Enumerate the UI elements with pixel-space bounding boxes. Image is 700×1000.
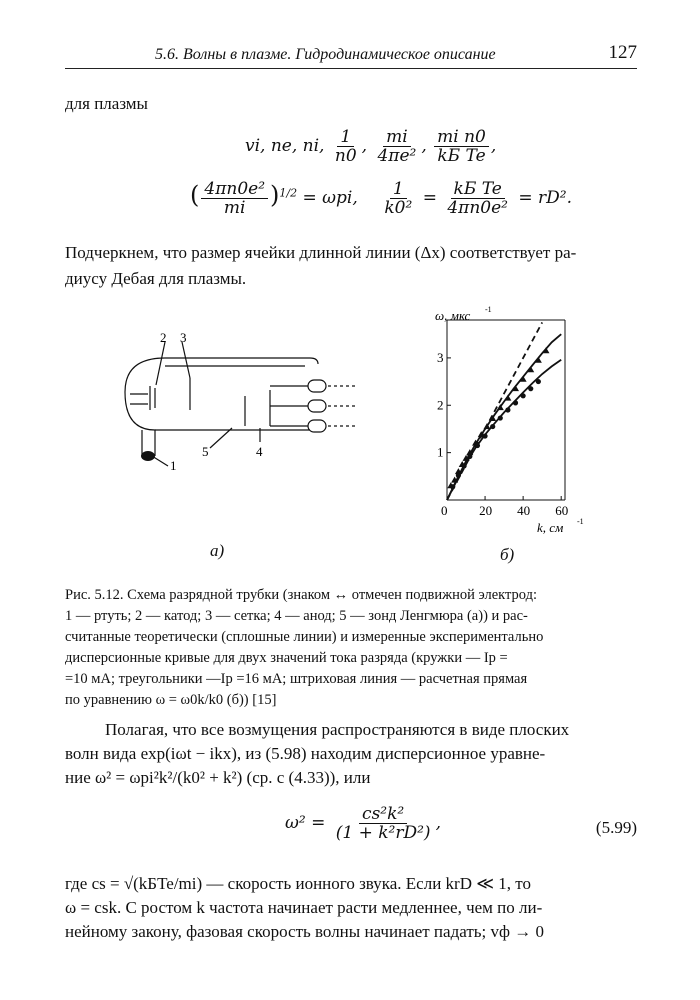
x-tick-label: 40 <box>517 503 531 518</box>
caption-line: Рис. 5.12. Схема разрядной трубки (знаком ↔ отмечен подвижной электрод: <box>65 587 538 603</box>
running-title: 5.6. Волны в плазме. Гидродинамическое описание <box>155 46 496 63</box>
eq1-vars: vi, ne, ni, <box>245 136 325 156</box>
eq1-f3-den: kБ Te <box>437 146 486 166</box>
page-header <box>65 42 637 69</box>
eq2-f-den: k0² <box>384 198 413 218</box>
solid-theory-curve <box>447 360 561 500</box>
para2-line2: волн вида exp(iωt − ikx), из (5.98) находим дисперсионное уравне- <box>65 744 546 763</box>
mercury-drop <box>141 451 155 461</box>
discharge-tube-diagram <box>110 330 390 480</box>
label-3: 3 <box>180 330 187 345</box>
label-1: 1 <box>170 458 177 473</box>
circle-point <box>513 400 518 405</box>
eq599-comma: , <box>435 813 441 833</box>
label-2: 2 <box>160 330 167 345</box>
circle-point <box>467 454 472 459</box>
para2-line3: ние ω² = ωpi²k²/(k0² + k²) (ср. с (4.33)), или <box>65 768 371 787</box>
caption-line: дисперсионные кривые для двух значений тока разряда (кружки — Iр = <box>65 650 508 666</box>
circle-point <box>521 393 526 398</box>
figure-b-label: б) <box>500 545 515 564</box>
leader-2 <box>156 342 165 385</box>
para1-line2: диусу Дебая для плазмы. <box>65 269 247 288</box>
eq1-f3-num: mi n0 <box>434 128 489 147</box>
leader-3 <box>182 342 190 378</box>
eq1-f2-den: 4πe² <box>377 146 417 166</box>
x-tick-label: 0 <box>441 503 448 518</box>
electrode-wires <box>270 386 308 426</box>
intro-text: для плазмы <box>65 94 148 113</box>
eq599-frac <box>333 805 434 842</box>
y-axis-exp: -1 <box>485 305 492 314</box>
tube-outer-top <box>125 358 318 392</box>
y-tick-label: 2 <box>437 397 444 413</box>
circle-point <box>490 424 495 429</box>
chart-ticks <box>437 350 568 518</box>
dispersion-chart <box>425 300 600 550</box>
anode-probe <box>245 390 270 426</box>
eq2-frac-g <box>444 180 511 217</box>
equation-5-99 <box>285 805 441 842</box>
paragraph-2 <box>65 718 637 790</box>
triangle-point <box>542 347 549 353</box>
para2-line1: Полагая, что все возмущения распространяются в виде плоских <box>105 720 570 739</box>
caption-line: считанные теоретически (сплошные линии) и измеренные экспериментально <box>65 629 544 645</box>
para3-line1: где cs = √(kБTe/mi) — скорость ионного звука. Если krD ≪ 1, то <box>65 874 531 893</box>
triangle-point <box>497 404 504 410</box>
eq1-f2-num: mi <box>383 128 411 147</box>
eq599-lhs: ω² = <box>285 813 326 833</box>
eq2-g-den: 4πn0e² <box>447 198 508 218</box>
equation-row-1: vi, ne, ni, $\frac{1}{n0}$ , $\frac{mi}{\text{4πe²}}$ , $\frac{\text{mi n0}}{\text{kБ Te}}$ , <box>245 127 497 166</box>
eq2-frac-f <box>381 180 415 217</box>
triangle-point <box>504 395 511 401</box>
eq1-f1-num: 1 <box>337 128 354 147</box>
circle-point <box>475 443 480 448</box>
eq2-lhs-num: 4πn0e² <box>201 180 268 199</box>
cathode-arrows <box>130 394 148 404</box>
eq2-lhs-frac <box>201 180 268 217</box>
para3-line2: ω = csk. С ростом k частота начинает расти медленнее, чем по ли- <box>65 898 543 917</box>
eq599-num: cs²k² <box>359 805 407 824</box>
port-2 <box>308 400 326 412</box>
eq2-tail: = rD². <box>518 188 573 208</box>
eq1-f1-den: n0 <box>334 146 357 166</box>
eq1-frac-3 <box>434 128 489 165</box>
eq1-frac-1 <box>332 128 360 165</box>
eq2-rhs: = ωpi, <box>302 188 358 208</box>
paragraph-3 <box>65 872 637 944</box>
circle-point <box>450 484 455 489</box>
para1-line1: Подчеркнем, что размер ячейки длинной линии (Δx) соответствует ра- <box>65 243 577 262</box>
eq2-g-num: kБ Te <box>451 180 505 199</box>
circle-point <box>528 386 533 391</box>
paragraph-1 <box>65 240 637 292</box>
port-3 <box>308 420 326 432</box>
solid-theory-curve <box>447 334 561 500</box>
circle-point <box>462 463 467 468</box>
circle-point <box>536 379 541 384</box>
page-number: 127 <box>608 42 637 63</box>
label-5: 5 <box>202 444 209 459</box>
y-axis-label: ω, мкс <box>435 308 471 323</box>
x-axis-exp: -1 <box>577 517 584 526</box>
caption-line: по уравнению ω = ω0k/k0 (б)) [15] <box>65 692 277 708</box>
label-4: 4 <box>256 444 263 459</box>
y-tick-label: 3 <box>437 349 444 365</box>
chart-series <box>447 322 561 500</box>
leader-5 <box>210 428 232 448</box>
x-tick-label: 60 <box>555 503 569 518</box>
circle-point <box>482 433 487 438</box>
eq1-frac-2 <box>374 128 419 165</box>
circle-point <box>505 407 510 412</box>
figure-caption <box>65 585 637 711</box>
eq2-lhs-den: mi <box>223 198 246 218</box>
equation-number: (5.99) <box>595 818 637 837</box>
circle-point <box>498 415 503 420</box>
movable-electrode-arrows <box>328 386 355 426</box>
eq599-den: (1 + k²rD²) <box>335 823 431 843</box>
caption-line: =10 мА; треугольники —Iр =16 мА; штриховая линия — расчетная прямая <box>65 671 528 687</box>
port-1 <box>308 380 326 392</box>
equation-row-2: ( $\frac{\text{4πn0e²}}{mi}$ )$^{1/2}$ = ωpi, $\frac{1}{\text{k0²}}$ = $\frac{\text{kБ Te}}{\text{4πn0e²}}$ = rD². <box>190 179 573 218</box>
x-axis-label: k, см <box>537 520 564 535</box>
circle-point <box>456 473 461 478</box>
caption-line: 1 — ртуть; 2 — катод; 3 — сетка; 4 — анод; 5 — зонд Ленгмюра (а)) и рас- <box>65 608 528 624</box>
para3-line3: нейному закону, фазовая скорость волны начинает падать; vф → 0 <box>65 922 544 941</box>
figure-a-label: а) <box>210 541 225 560</box>
y-tick-label: 1 <box>437 444 444 460</box>
cathode <box>150 386 155 410</box>
x-tick-label: 20 <box>479 503 493 518</box>
eq2-f-num: 1 <box>390 180 407 199</box>
